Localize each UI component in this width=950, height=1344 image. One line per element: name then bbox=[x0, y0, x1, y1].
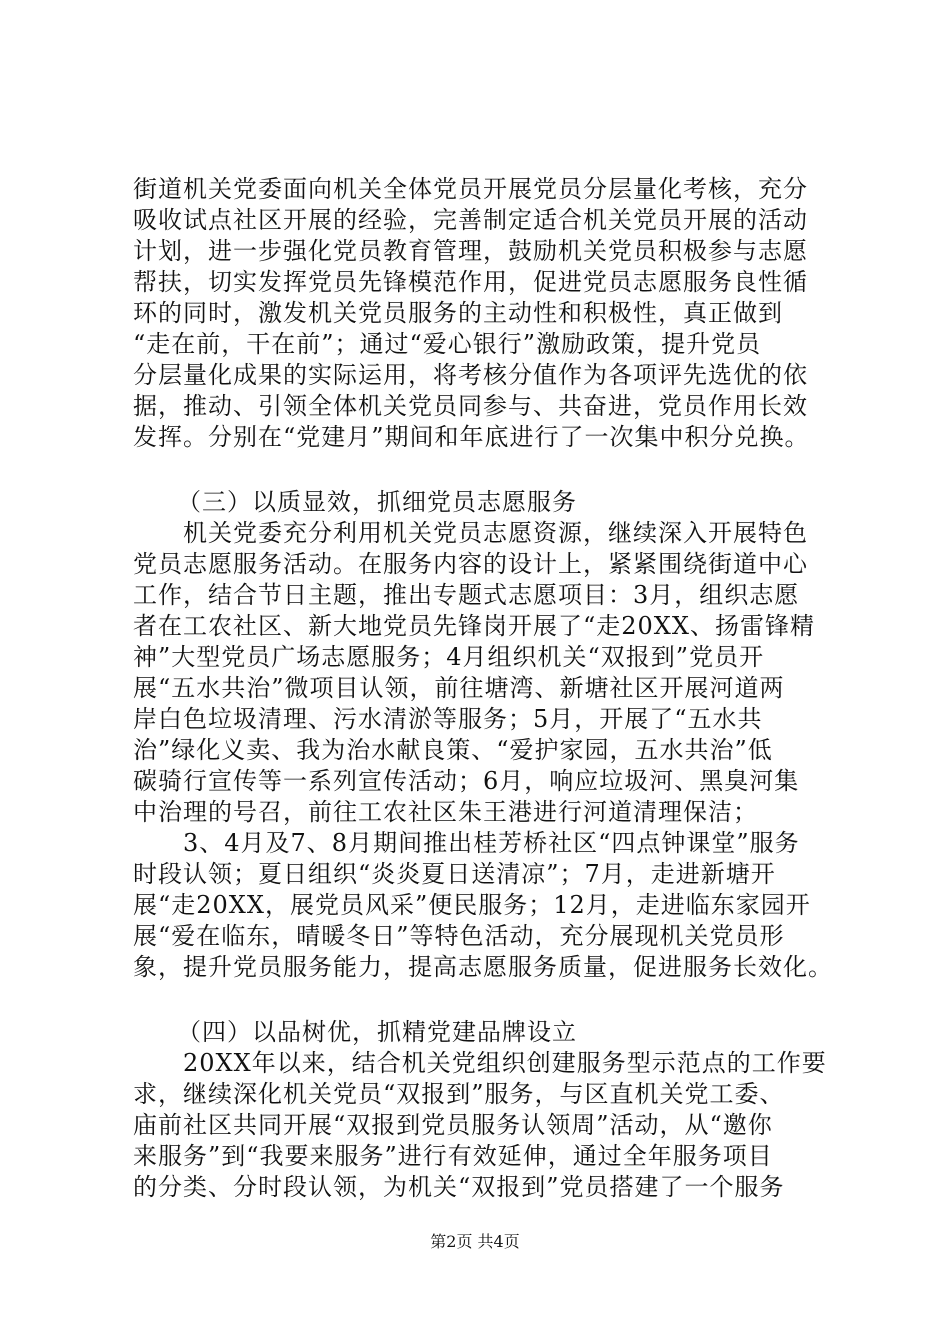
text-line: 3、4月及7、8月期间推出桂芳桥社区“四点钟课堂”服务 bbox=[133, 829, 800, 857]
text-line: 时段认领；夏日组织“炎炎夏日送清凉”；7月，走进新塘开 bbox=[133, 860, 776, 888]
paragraph-section-4 bbox=[133, 1048, 853, 1203]
text-line: 庙前社区共同开展“双报到党员服务认领周”活动，从“邀你 bbox=[133, 1111, 773, 1139]
paragraph-gap bbox=[133, 983, 853, 1017]
text-line: 20XX年以来，结合机关党组织创建服务型示范点的工作要 bbox=[133, 1049, 827, 1077]
text-line: 计划，进一步强化党员教育管理，鼓励机关党员积极参与志愿 bbox=[133, 237, 808, 265]
text-line: 据，推动、引领全体机关党员同参与、共奋进，党员作用长效 bbox=[133, 392, 808, 420]
text-line: 展“爱在临东，晴暖冬日”等特色活动，充分展现机关党员形 bbox=[133, 922, 785, 950]
text-line: 吸收试点社区开展的经验，完善制定适合机关党员开展的活动 bbox=[133, 206, 808, 234]
text-line: 神”大型党员广场志愿服务；4月组织机关“双报到”党员开 bbox=[133, 643, 765, 671]
text-line: 党员志愿服务活动。在服务内容的设计上，紧紧围绕街道中心 bbox=[133, 550, 808, 578]
text-line: 碳骑行宣传等一系列宣传活动；6月，响应垃圾河、黑臭河集 bbox=[133, 767, 800, 795]
paragraph-section-3-part-2 bbox=[133, 828, 853, 983]
paragraph-section-3-part-1 bbox=[133, 518, 853, 828]
text-line: 求，继续深化机关党员“双报到”服务，与区直机关党工委、 bbox=[133, 1080, 785, 1108]
text-line: 发挥。分别在“党建月”期间和年底进行了一次集中积分兑换。 bbox=[133, 423, 810, 451]
section-4-heading: （四）以品树优，抓精党建品牌设立 bbox=[177, 1018, 577, 1046]
text-line: 机关党委充分利用机关党员志愿资源，继续深入开展特色 bbox=[133, 519, 808, 547]
paragraph-section-2 bbox=[133, 174, 853, 453]
text-line: 环的同时，激发机关党员服务的主动性和积极性，真正做到 bbox=[133, 299, 783, 327]
text-line: 来服务”到“我要来服务”进行有效延伸，通过全年服务项目 bbox=[133, 1142, 773, 1170]
page-number-footer: 第2页 共4页 bbox=[430, 1232, 520, 1251]
section-3-heading: （三）以质显效，抓细党员志愿服务 bbox=[177, 488, 577, 516]
text-line: “走在前，干在前”；通过“爱心银行”激励政策，提升党员 bbox=[133, 330, 762, 358]
paragraph-gap bbox=[133, 453, 853, 487]
text-line: 的分类、分时段认领，为机关“双报到”党员搭建了一个服务 bbox=[133, 1173, 785, 1201]
text-line: 治”绿化义卖、我为治水献良策、“爱护家园，五水共治”低 bbox=[133, 736, 773, 764]
text-line: 展“五水共治”微项目认领，前往塘湾、新塘社区开展河道两 bbox=[133, 674, 785, 702]
text-line: 分层量化成果的实际运用，将考核分值作为各项评先选优的依 bbox=[133, 361, 808, 389]
text-line: 象，提升党员服务能力，提高志愿服务质量，促进服务长效化。 bbox=[133, 953, 833, 981]
text-line: 帮扶，切实发挥党员先锋模范作用，促进党员志愿服务良性循 bbox=[133, 268, 808, 296]
text-line: 岸白色垃圾清理、污水清淤等服务；5月，开展了“五水共 bbox=[133, 705, 763, 733]
text-line: 工作，结合节日主题，推出专题式志愿项目：3月，组织志愿 bbox=[133, 581, 800, 609]
text-line: 中治理的号召，前往工农社区朱王港进行河道清理保洁； bbox=[133, 798, 758, 826]
document-body bbox=[133, 174, 853, 1203]
text-line: 展“走20XX，展党员风采”便民服务；12月，走进临东家园开 bbox=[133, 891, 811, 919]
text-line: 街道机关党委面向机关全体党员开展党员分层量化考核，充分 bbox=[133, 175, 808, 203]
text-line: 者在工农社区、新大地党员先锋岗开展了“走20XX、扬雷锋精 bbox=[133, 612, 815, 640]
